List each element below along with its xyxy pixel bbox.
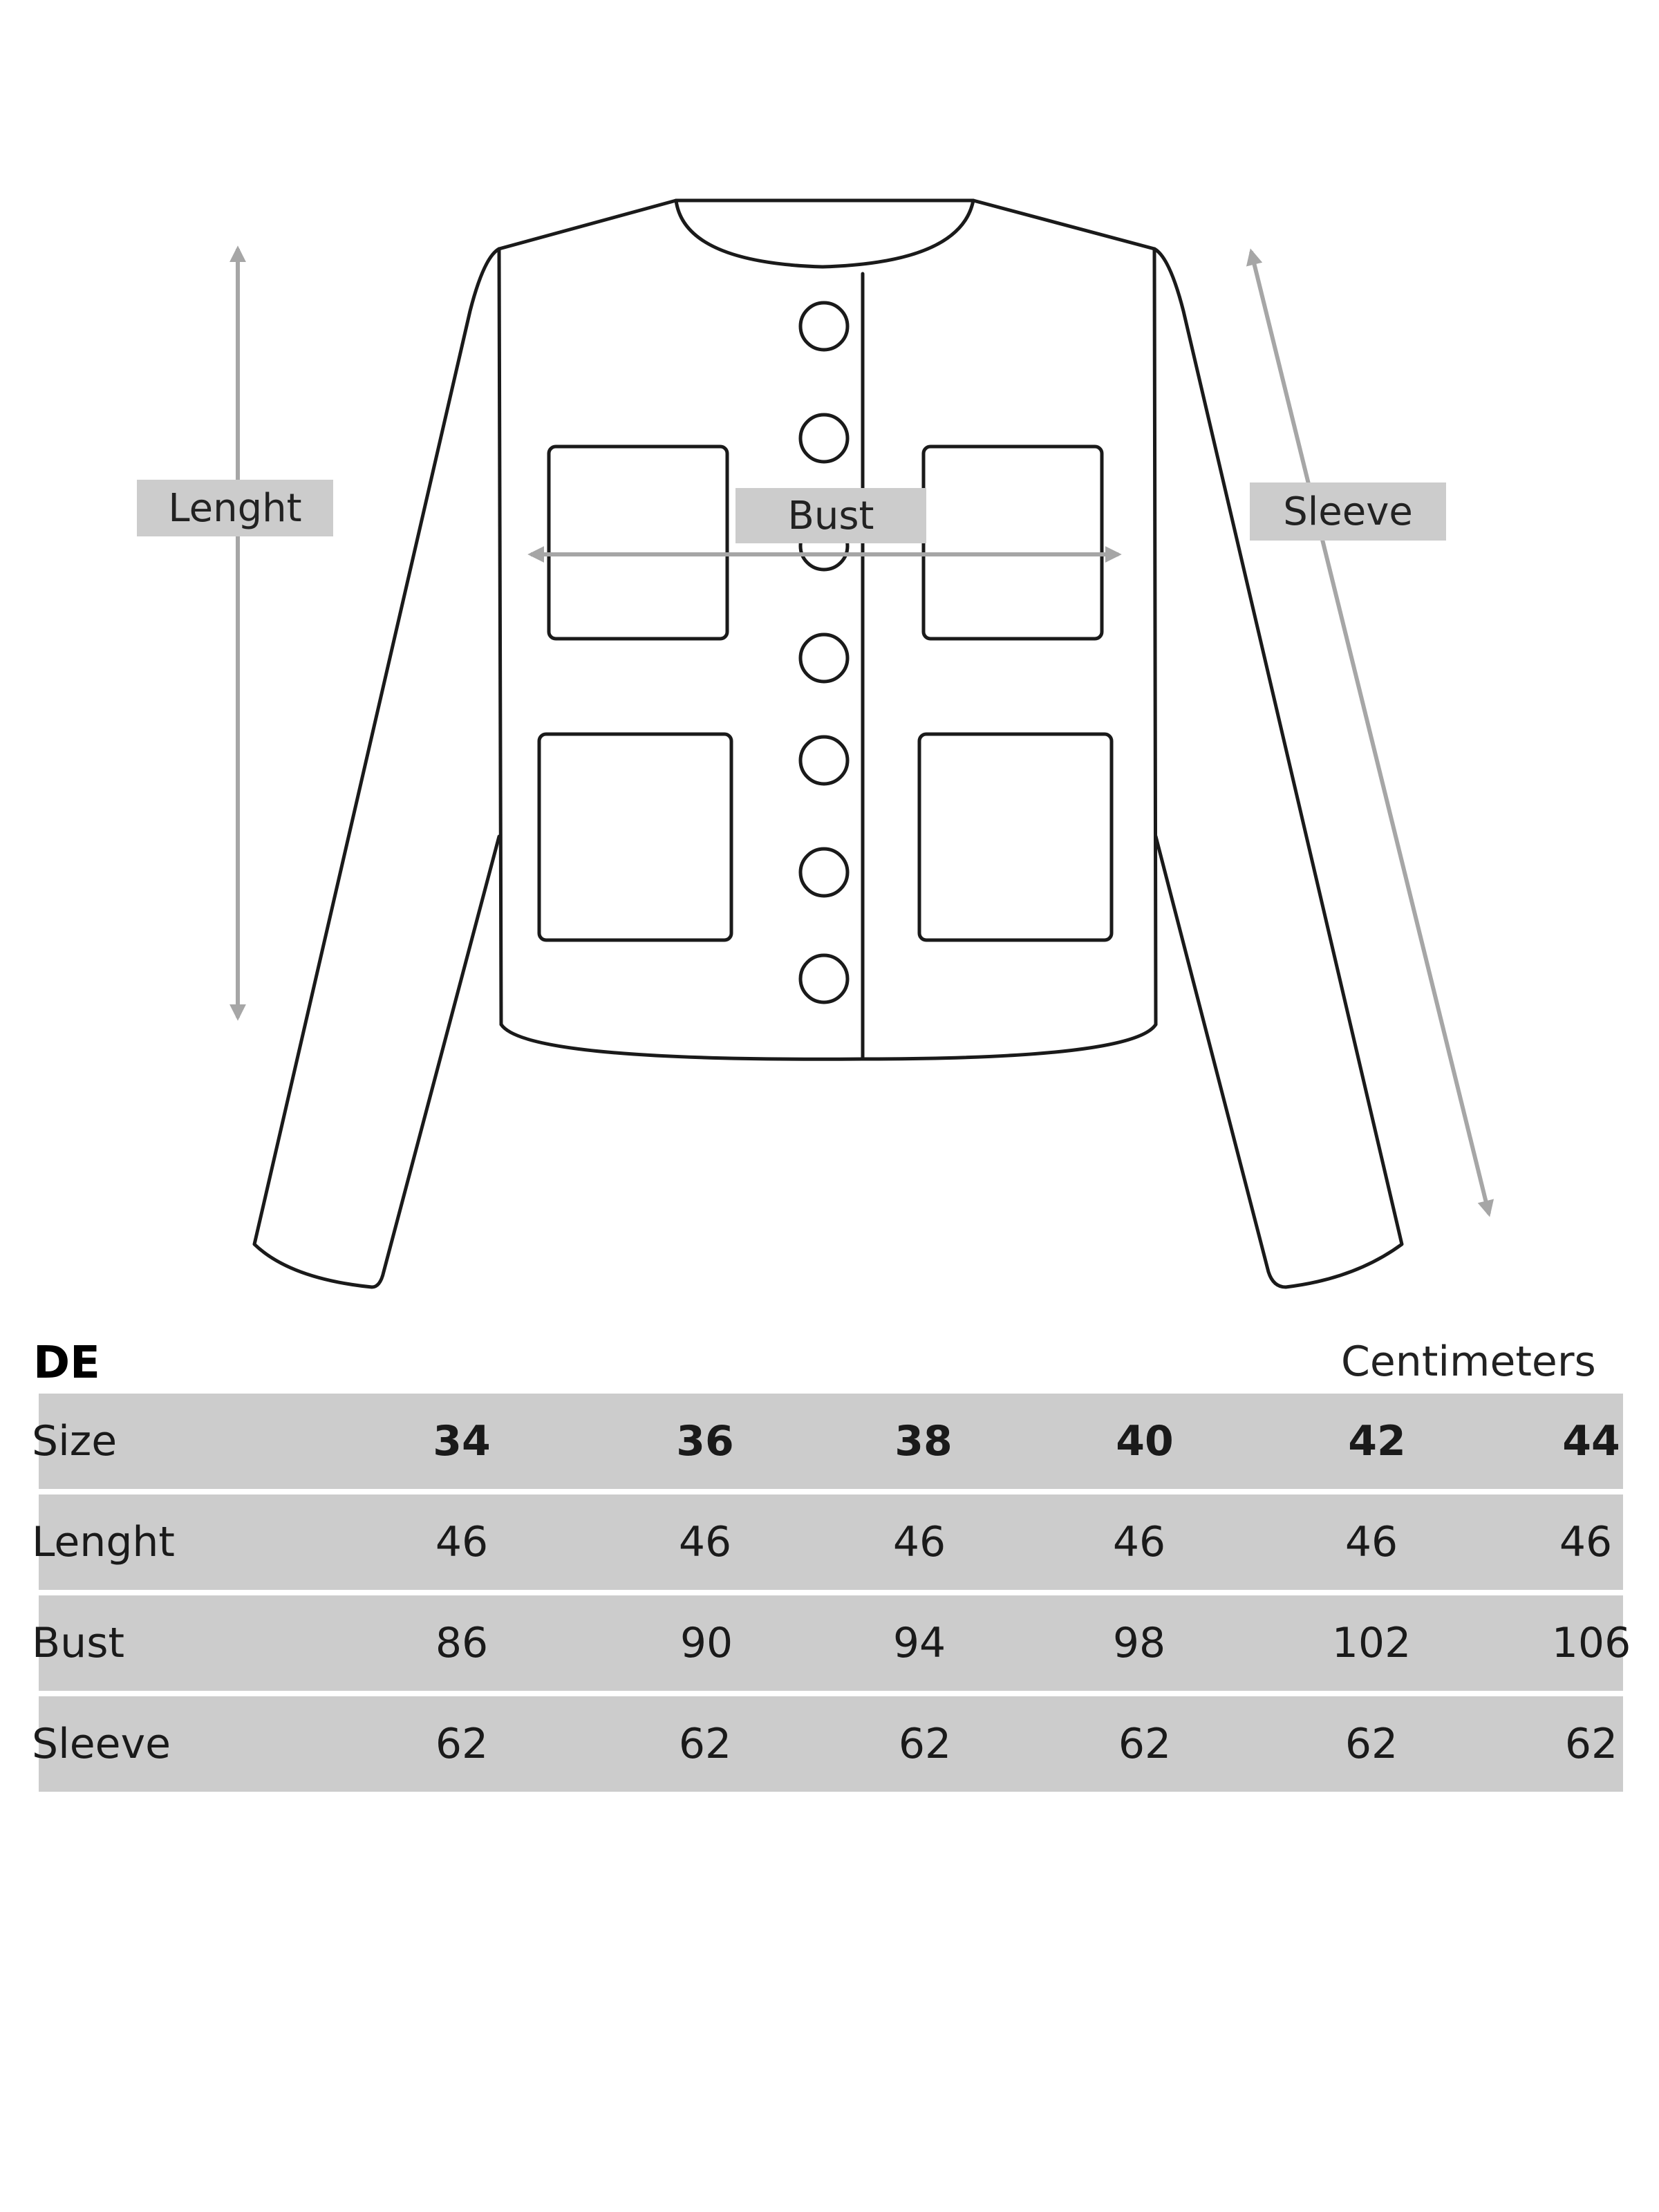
left-sleeve — [254, 249, 499, 1287]
table-cell: 102 — [1331, 1619, 1412, 1667]
table-row — [32, 1494, 1623, 1590]
jacket-body-outline — [499, 200, 1154, 249]
pocket-lower-right — [919, 734, 1112, 940]
pocket-upper-left — [549, 447, 727, 639]
table-cell: 62 — [1344, 1720, 1398, 1768]
table-cell: 46 — [892, 1518, 946, 1566]
length-label: Lenght — [137, 480, 333, 536]
row-label: Size — [32, 1417, 118, 1465]
size-cell: 42 — [1348, 1417, 1406, 1465]
button-6 — [800, 849, 847, 896]
size-cell: 40 — [1116, 1417, 1174, 1465]
size-cell: 34 — [433, 1417, 491, 1465]
table-cell: 106 — [1551, 1619, 1631, 1667]
table-row — [32, 1696, 1623, 1792]
unit-label: Centimeters — [1341, 1338, 1596, 1386]
table-cell: 62 — [678, 1720, 732, 1768]
pocket-lower-left — [539, 734, 731, 940]
pocket-upper-right — [924, 447, 1102, 639]
table-cell: 94 — [892, 1619, 946, 1667]
bust-label: Bust — [735, 488, 926, 543]
size-cell: 36 — [676, 1417, 734, 1465]
size-table — [32, 1394, 1631, 1797]
table-cell: 86 — [435, 1619, 489, 1667]
table-cell: 90 — [679, 1619, 733, 1667]
region-label: DE — [33, 1338, 100, 1389]
sleeve-arrow — [1251, 252, 1489, 1214]
table-cell: 62 — [1564, 1720, 1618, 1768]
button-7 — [800, 955, 847, 1002]
table-cell: 46 — [1112, 1518, 1166, 1566]
table-cell: 98 — [1112, 1619, 1166, 1667]
table-header-row — [32, 1394, 1623, 1489]
body-left-side — [499, 249, 501, 1024]
table-cell: 62 — [1118, 1720, 1172, 1768]
table-cell: 62 — [898, 1720, 952, 1768]
row-label: Sleeve — [32, 1720, 171, 1768]
table-row — [32, 1595, 1631, 1691]
body-right-side — [1154, 249, 1156, 1024]
row-label: Bust — [32, 1619, 124, 1667]
table-cell: 46 — [1559, 1518, 1613, 1566]
neckline — [676, 200, 973, 267]
table-cell: 46 — [435, 1518, 489, 1566]
hem — [501, 1024, 1156, 1059]
row-label: Lenght — [32, 1518, 175, 1566]
size-cell: 38 — [894, 1417, 953, 1465]
sleeve-label: Sleeve — [1250, 482, 1446, 541]
table-cell: 46 — [678, 1518, 732, 1566]
table-cell: 46 — [1344, 1518, 1398, 1566]
button-1 — [800, 303, 847, 350]
button-5 — [800, 737, 847, 784]
right-sleeve — [1154, 249, 1402, 1287]
button-4 — [800, 635, 847, 682]
button-2 — [800, 415, 847, 462]
size-cell: 44 — [1562, 1417, 1620, 1465]
table-cell: 62 — [435, 1720, 489, 1768]
